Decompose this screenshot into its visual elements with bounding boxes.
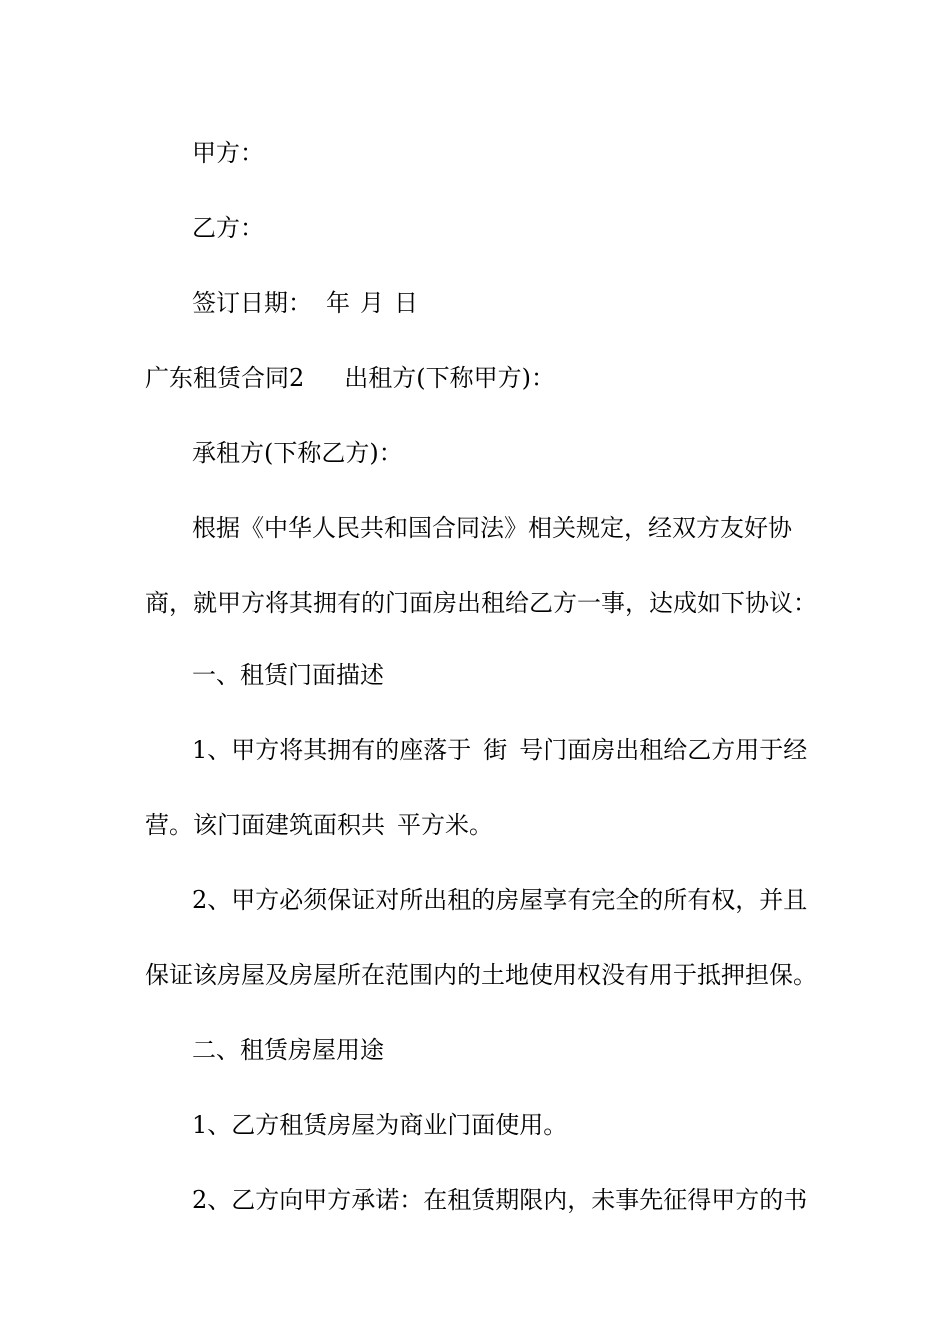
date-month: 月 — [360, 289, 384, 317]
date-day: 日 — [394, 289, 418, 317]
s1-item-2-line-1: 2、甲方必须保证对所出租的房屋享有完全的所有权，并且 — [192, 886, 808, 914]
intro-paragraph-line-2: 商，就甲方将其拥有的门面房出租给乙方一事，达成如下协议： — [145, 589, 817, 617]
s1-item-1-text-c: 号门面房出租给乙方用于经 — [519, 736, 808, 764]
contract-title: 广东租赁合同2 — [145, 364, 305, 392]
s2-item-1: 1、乙方租赁房屋为商业门面使用。 — [192, 1111, 568, 1139]
s1-item-2-line-2: 保证该房屋及房屋所在范围内的土地使用权没有用于抵押担保。 — [145, 961, 817, 989]
intro-paragraph-line-1: 根据《中华人民共和国合同法》相关规定，经双方友好协 — [192, 514, 792, 542]
s2-item-2-line-1: 2、乙方向甲方承诺：在租赁期限内，未事先征得甲方的书 — [192, 1186, 808, 1214]
party-a-label: 甲方： — [192, 139, 264, 167]
s1-item-1-line-1 — [192, 735, 807, 765]
s1-item-1-text-d: 营。该门面建筑面积共 — [145, 811, 385, 839]
lessee-label: 承租方(下称乙方)： — [192, 439, 403, 467]
lessor-label: 出租方(下称甲方)： — [344, 364, 556, 392]
date-year: 年 — [326, 289, 350, 317]
contract-title-line — [145, 363, 555, 393]
s1-item-1-text-e: 平方米。 — [397, 811, 493, 839]
s1-item-1-text-b: 街 — [483, 736, 508, 764]
s1-item-1-line-2 — [145, 810, 493, 840]
section-1-heading: 一、租赁门面描述 — [192, 661, 384, 689]
sign-date-line — [192, 288, 418, 318]
section-2-heading: 二、租赁房屋用途 — [192, 1036, 384, 1064]
sign-date-label: 签订日期： — [192, 289, 312, 317]
party-b-label: 乙方： — [192, 214, 264, 242]
s1-item-1-text-a: 1、甲方将其拥有的座落于 — [192, 736, 472, 764]
